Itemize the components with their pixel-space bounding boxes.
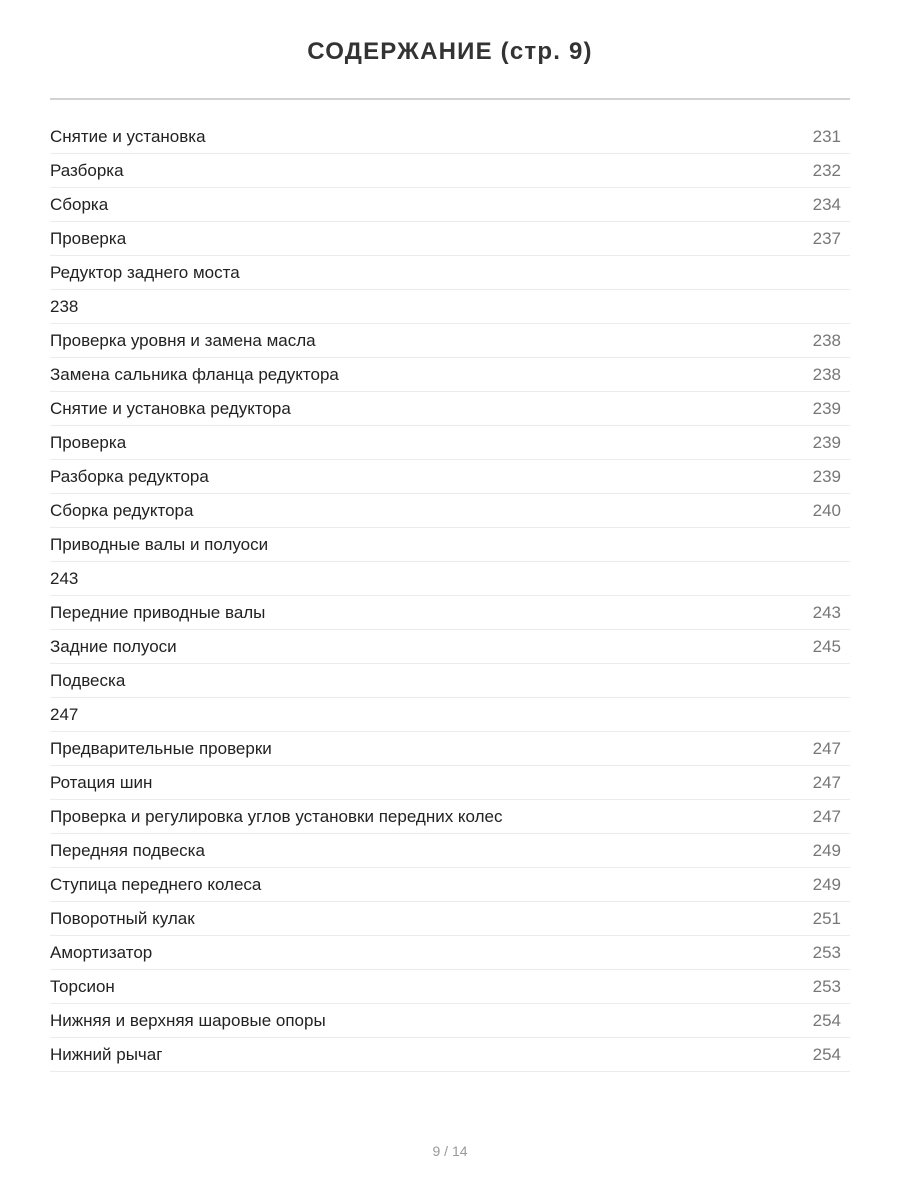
toc-entry-page-number: 251 bbox=[812, 909, 841, 928]
page-indicator: 9 / 14 bbox=[432, 1143, 468, 1159]
toc-entry[interactable] bbox=[50, 120, 850, 154]
toc-entry-title: Проверка bbox=[50, 229, 127, 248]
toc-entry[interactable] bbox=[50, 290, 850, 324]
toc-entry[interactable] bbox=[50, 732, 850, 766]
toc-entry[interactable] bbox=[50, 664, 850, 698]
toc-entry-title: Приводные валы и полуоси bbox=[50, 535, 269, 554]
toc-entry-page-number: 238 bbox=[812, 365, 841, 384]
toc-entry-title: Снятие и установка bbox=[50, 127, 206, 146]
toc-entry-page-number: 238 bbox=[812, 331, 841, 350]
toc-entry-title: Нижняя и верхняя шаровые опоры bbox=[50, 1011, 326, 1030]
toc-entry-page-number: 247 bbox=[812, 773, 841, 792]
toc-entry-title: Нижний рычаг bbox=[50, 1045, 163, 1064]
toc-entry-page-number: 240 bbox=[812, 501, 841, 520]
toc-entry[interactable] bbox=[50, 188, 850, 222]
toc-entry[interactable] bbox=[50, 698, 850, 732]
toc-entry-page-number: 245 bbox=[812, 637, 841, 656]
toc-entry[interactable] bbox=[50, 596, 850, 630]
toc-entry[interactable] bbox=[50, 834, 850, 868]
toc-entry-title: 247 bbox=[50, 705, 79, 724]
toc-entry-title: Разборка bbox=[50, 161, 124, 180]
toc-entry-page-number: 249 bbox=[812, 841, 841, 860]
toc-entry-title: Предварительные проверки bbox=[50, 739, 272, 758]
toc-entry[interactable] bbox=[50, 528, 850, 562]
toc-entry-title: Сборка редуктора bbox=[50, 501, 194, 520]
toc-entry-page-number: 237 bbox=[812, 229, 841, 248]
toc-entry-title: Поворотный кулак bbox=[50, 909, 195, 928]
toc-entry-page-number: 234 bbox=[812, 195, 841, 214]
toc-entry[interactable] bbox=[50, 358, 850, 392]
toc-entry-title: Подвеска bbox=[50, 671, 126, 690]
toc-entry[interactable] bbox=[50, 222, 850, 256]
toc-entry-page-number: 239 bbox=[812, 467, 841, 486]
title-divider bbox=[50, 98, 850, 100]
toc-entry[interactable] bbox=[50, 970, 850, 1004]
toc-entry[interactable] bbox=[50, 562, 850, 596]
toc-entry-title: Замена сальника фланца редуктора bbox=[50, 365, 339, 384]
toc-entry-page-number: 249 bbox=[812, 875, 841, 894]
toc-entry-title: Проверка и регулировка углов установки передних колес bbox=[50, 807, 503, 826]
toc-entry-page-number: 253 bbox=[812, 977, 841, 996]
toc-entry-page-number: 231 bbox=[812, 127, 841, 146]
toc-entry-page-number: 254 bbox=[812, 1011, 841, 1030]
toc-entry-title: Проверка уровня и замена масла bbox=[50, 331, 316, 350]
toc-entry[interactable] bbox=[50, 766, 850, 800]
toc-entry[interactable] bbox=[50, 392, 850, 426]
toc-entry-title: 238 bbox=[50, 297, 79, 316]
toc-entry-title: Амортизатор bbox=[50, 943, 153, 962]
toc-entry-title: Редуктор заднего моста bbox=[50, 263, 240, 282]
toc-entry-page-number: 239 bbox=[812, 433, 841, 452]
toc-entry[interactable] bbox=[50, 154, 850, 188]
toc-entry[interactable] bbox=[50, 324, 850, 358]
toc-entry[interactable] bbox=[50, 902, 850, 936]
toc-entry-title: Снятие и установка редуктора bbox=[50, 399, 291, 418]
toc-entry-title: Передние приводные валы bbox=[50, 603, 266, 622]
page-title: СОДЕРЖАНИЕ (стр. 9) bbox=[307, 38, 593, 65]
toc-entry-title: 243 bbox=[50, 569, 79, 588]
table-of-contents bbox=[50, 120, 850, 1072]
toc-entry-title: Передняя подвеска bbox=[50, 841, 205, 860]
toc-entry[interactable] bbox=[50, 460, 850, 494]
toc-entry[interactable] bbox=[50, 1038, 850, 1072]
toc-entry-title: Ступица переднего колеса bbox=[50, 875, 262, 894]
toc-entry[interactable] bbox=[50, 256, 850, 290]
toc-entry[interactable] bbox=[50, 426, 850, 460]
toc-entry-page-number: 232 bbox=[812, 161, 841, 180]
toc-entry-title: Задние полуоси bbox=[50, 637, 177, 656]
toc-entry[interactable] bbox=[50, 868, 850, 902]
toc-entry[interactable] bbox=[50, 800, 850, 834]
toc-entry-page-number: 243 bbox=[812, 603, 841, 622]
toc-entry[interactable] bbox=[50, 1004, 850, 1038]
toc-entry-title: Разборка редуктора bbox=[50, 467, 209, 486]
toc-entry-page-number: 247 bbox=[812, 807, 841, 826]
toc-entry-title: Проверка bbox=[50, 433, 127, 452]
toc-entry-title: Ротация шин bbox=[50, 773, 153, 792]
toc-entry-page-number: 253 bbox=[812, 943, 841, 962]
toc-entry-page-number: 247 bbox=[812, 739, 841, 758]
toc-entry-page-number: 239 bbox=[812, 399, 841, 418]
toc-entry[interactable] bbox=[50, 630, 850, 664]
toc-entry[interactable] bbox=[50, 936, 850, 970]
toc-entry[interactable] bbox=[50, 494, 850, 528]
toc-entry-title: Торсион bbox=[50, 977, 115, 996]
toc-entry-page-number: 254 bbox=[812, 1045, 841, 1064]
toc-entry-title: Сборка bbox=[50, 195, 109, 214]
